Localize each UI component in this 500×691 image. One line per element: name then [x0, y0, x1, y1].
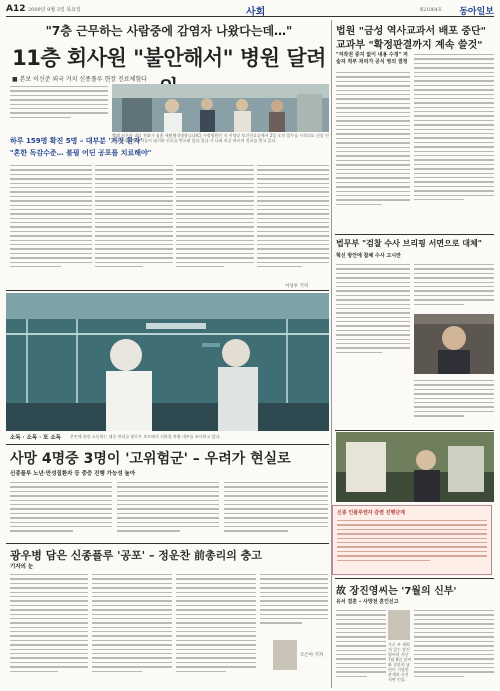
page-number: A12 — [6, 4, 26, 14]
columnist-byline: 조은아 기자 — [300, 653, 324, 658]
right2-body-col2 — [414, 262, 494, 312]
section-divider-2 — [6, 444, 329, 445]
wedding-photo-caption: 가로 부 세워져 있는 장진영씨의 지난 7월 8일 장씨와 결혼한 남편이 기념한 관계의 사진 지면 인물. — [388, 642, 412, 682]
column-divider — [331, 20, 332, 688]
infobox-title: 신종 인플루엔자 감염 진행단계 — [337, 510, 406, 516]
wedding-photo — [336, 432, 494, 502]
right3-body-col1 — [336, 608, 386, 688]
section-divider-3 — [6, 543, 329, 544]
right2-deck: 혁신 방안에 참체 수사 고시만 — [336, 253, 401, 259]
story3-body-col3 — [176, 572, 256, 687]
right2-body-col1 — [336, 262, 410, 372]
right-divider-2 — [335, 430, 494, 431]
right-divider-1 — [335, 234, 494, 235]
prosecutor-photo — [414, 314, 494, 374]
columnist-photo — [273, 640, 297, 670]
right2-body-col3 — [414, 378, 494, 424]
lead-body-col1 — [10, 84, 108, 128]
right2-headline: 법무부 "검찰 수사 브리핑 서면으로 대체" — [336, 239, 482, 248]
story3-deck: 기자의 눈 — [10, 564, 34, 570]
right3-deck: 유서 결혼 – 사망전 혼인신고 — [336, 599, 399, 605]
actress-photo — [388, 610, 410, 640]
story3-body-col2 — [92, 572, 172, 687]
disinfection-caption: 본인에 관한 소독하는 대중 관리를 팔로우 보도에서 지하철 차량 내부를 조사하고 있다. — [70, 434, 221, 439]
story2-body-col2 — [117, 480, 219, 540]
lead-photo-caption: 빨래 지우한 대디 전화가 심홈 세탐했성명합니다(C) 가정병원인 지 이정당 보건진료실에서 2일 오전 업무를 시작되도 신종 인플루엔자 의사환자들이 대기하 진료를 받으려 앞다 있다 가 나와 보증 바르며 진료를 받고 있다. — [112, 133, 329, 143]
right1-body-col2 — [414, 52, 494, 230]
lead-body-col5 — [257, 163, 329, 283]
story3-body-col4 — [260, 572, 328, 634]
lead-kicker: "7층 근무하는 사람중에 감염자 나왔다는데…" — [45, 24, 293, 38]
right3-body-col2 — [414, 608, 494, 688]
section-divider — [6, 290, 329, 291]
story3-headline: 광우병 담은 신종플루 '공포' – 정운찬 前총리의 충고 — [10, 549, 262, 562]
right1-headline: 법원 "금성 역사교과서 배포 중단" — [336, 26, 486, 37]
story3-body-col1 — [10, 572, 88, 687]
right1-headline-2: 교과부 "확정판결까지 계속 쓸것" — [336, 40, 483, 51]
lead-body-col2 — [10, 163, 92, 283]
lead-body-col3 — [95, 163, 173, 283]
lead-subhead-1: 하루 159명 확진 5명 – 대부분 '거짓 환자' — [10, 137, 143, 145]
lead-subhead-2: "혼한 독감수준… 불필 어딘 공포를 치료해야" — [10, 149, 152, 157]
right1-deck: "저작권 중지 없이 내용 수정" 저술자 적부 처리가 공식 영의 결정 — [336, 52, 408, 65]
disinfection-caption-title: 소독 · 소독 · 또 소독 — [10, 435, 61, 441]
right-divider-3 — [335, 578, 494, 579]
lead-body-col4 — [176, 163, 254, 283]
newspaper-name: 동아일보 — [459, 7, 494, 17]
lead-headline: 11층 회사원 "불안해서" 병원 달려 — [12, 46, 326, 70]
story2-body-col3 — [224, 480, 328, 540]
edition-number: 제21064호 — [418, 8, 442, 13]
infobox-body — [337, 518, 487, 573]
story2-body-col1 — [10, 480, 112, 540]
page-header — [6, 3, 494, 17]
right1-body-col1 — [336, 70, 410, 230]
story2-deck: 신종플루 노년·만성질환자 등 중증 진행 가능성 높아 — [10, 471, 136, 477]
issue-date: 2009년 9월 3일 목요일 — [28, 7, 81, 13]
disinfection-photo — [6, 293, 329, 431]
lead-deck: ■ 본보 이신준 외국 거치 신종플루 현장 진료체험다 — [12, 76, 147, 83]
lead-byline: 이상우 기자 — [285, 284, 309, 289]
flu-stage-infobox — [332, 505, 492, 575]
lead-photo — [112, 84, 329, 132]
right3-headline: 故 장진영씨는 '7월의 신부' — [336, 586, 457, 597]
section-title: 사회 — [246, 7, 266, 18]
story2-headline: 사망 4명중 3명이 '고위험군' – 우려가 현실로 — [10, 451, 291, 467]
